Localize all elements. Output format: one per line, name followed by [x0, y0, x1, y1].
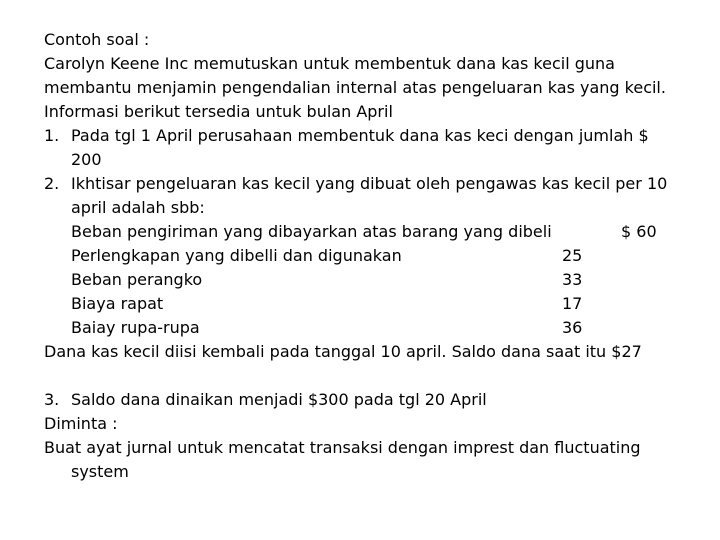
refill-note: Dana kas kecil diisi kembali pada tanggal 10 april. Saldo dana saat itu $27 [44, 342, 642, 361]
expense-label: Baiay rupa-rupa [71, 318, 200, 337]
item-3-text: Saldo dana dinaikan menjadi $300 pada tgl 20 April [71, 390, 487, 409]
expense-amount: 17 [562, 294, 583, 313]
expense-row [44, 268, 704, 292]
item-2-text: Ikhtisar pengeluaran kas kecil yang dibuat oleh pengawas kas kecil per 10 [71, 174, 668, 193]
expense-amount: $ 60 [621, 222, 657, 241]
item-1-text: Pada tgl 1 April perusahaan membentuk dana kas keci dengan jumlah $ [71, 126, 649, 145]
task-line-2: system [71, 462, 129, 481]
item-2-number: 2. [44, 174, 60, 193]
item-1 [44, 124, 704, 148]
heading: Contoh soal : [44, 30, 150, 49]
slide-content [44, 28, 704, 484]
expense-amount: 25 [562, 246, 583, 265]
item-2-continuation: april adalah sbb: [71, 198, 205, 217]
expense-label: Biaya rapat [71, 294, 164, 313]
item-3 [44, 388, 704, 412]
expense-label: Beban pengiriman yang dibayarkan atas barang yang dibeli [71, 222, 552, 241]
item-2 [44, 172, 704, 196]
intro-line-2: membantu menjamin pengendalian internal atas pengeluaran kas yang kecil. [44, 78, 666, 97]
task-line-1: Buat ayat jurnal untuk mencatat transaksi dengan imprest dan fluctuating [44, 438, 641, 457]
expense-amount: 33 [562, 270, 583, 289]
item-3-number: 3. [44, 390, 60, 409]
item-1-number: 1. [44, 126, 60, 145]
expense-label: Beban perangko [71, 270, 203, 289]
intro-line-1: Carolyn Keene Inc memutuskan untuk membentuk dana kas kecil guna [44, 54, 615, 73]
expense-row [44, 220, 704, 244]
spacer [44, 364, 704, 388]
expense-row [44, 292, 704, 316]
expense-label: Perlengkapan yang dibelli dan digunakan [71, 246, 402, 265]
required-label: Diminta : [44, 414, 118, 433]
expense-row [44, 316, 704, 340]
intro-line-3: Informasi berikut tersedia untuk bulan April [44, 102, 393, 121]
item-1-continuation: 200 [71, 150, 102, 169]
expense-row [44, 244, 704, 268]
expense-amount: 36 [562, 318, 583, 337]
